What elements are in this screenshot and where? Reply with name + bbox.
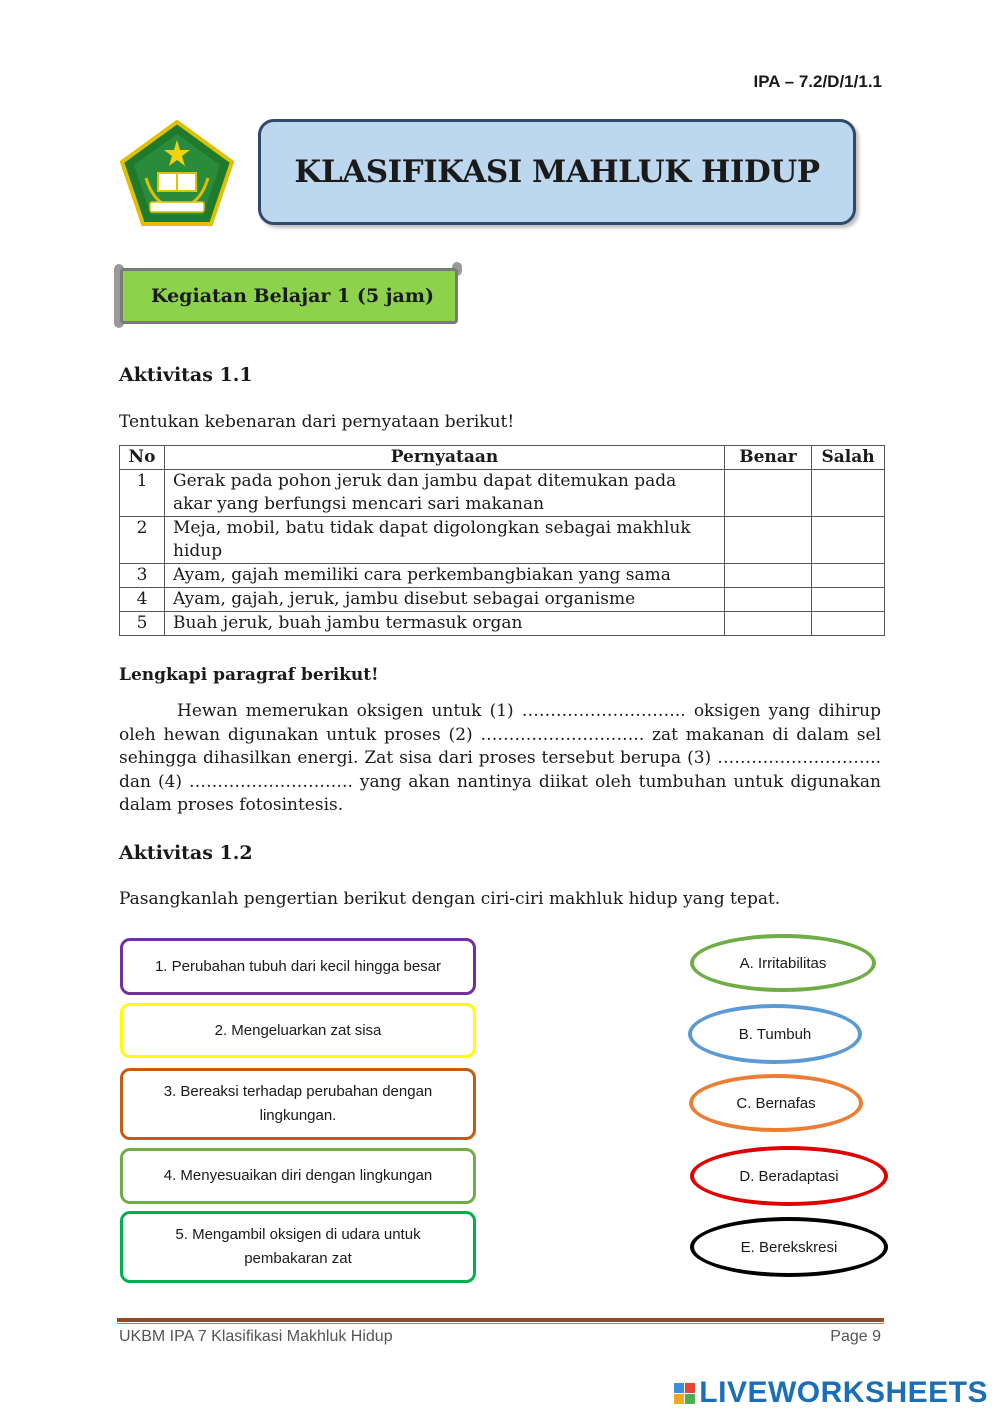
- page-number: Page 9: [830, 1328, 881, 1345]
- match-item-2[interactable]: [120, 1003, 476, 1058]
- false-answer-cell[interactable]: [812, 564, 885, 588]
- row-number: 5: [120, 612, 165, 636]
- footer-divider-thin: [117, 1323, 884, 1324]
- answer-oval-d[interactable]: [690, 1146, 888, 1206]
- false-answer-cell[interactable]: [812, 470, 885, 517]
- activity-1-instruction: Tentukan kebenaran dari pernyataan berikut!: [119, 412, 515, 432]
- row-statement: Meja, mobil, batu tidak dapat digolongkan sebagai makhluk hidup: [165, 517, 725, 564]
- table-row: [120, 517, 885, 564]
- section-label: Kegiatan Belajar 1 (5 jam): [151, 285, 434, 307]
- match-item-3[interactable]: [120, 1068, 476, 1140]
- answer-oval-b[interactable]: [688, 1004, 862, 1064]
- match-item-1[interactable]: [120, 938, 476, 995]
- true-answer-cell[interactable]: [725, 470, 812, 517]
- row-statement: Gerak pada pohon jeruk dan jambu dapat ditemukan pada akar yang berfungsi mencari sari makanan: [165, 470, 725, 517]
- section-ribbon: [120, 268, 458, 324]
- true-answer-cell[interactable]: [725, 564, 812, 588]
- false-answer-cell[interactable]: [812, 612, 885, 636]
- row-number: 2: [120, 517, 165, 564]
- fill-in-paragraph: [119, 700, 881, 818]
- footer-divider: [117, 1318, 884, 1322]
- header-no: No: [120, 446, 165, 470]
- match-item-5[interactable]: [120, 1211, 476, 1283]
- match-item-label: 2. Mengeluarkan zat sisa: [214, 1021, 382, 1039]
- match-item-4[interactable]: [120, 1148, 476, 1204]
- match-item-label: 5. Mengambil oksigen di udara untuk pembakaran zat: [175, 1226, 421, 1267]
- paragraph-heading: Lengkapi paragraf berikut!: [119, 665, 379, 685]
- true-false-table: [119, 445, 885, 636]
- row-number: 3: [120, 564, 165, 588]
- ministry-logo: [118, 118, 236, 228]
- table-row: [120, 588, 885, 612]
- table-row: [120, 564, 885, 588]
- match-item-label: 4. Menyesuaikan diri dengan lingkungan: [163, 1167, 433, 1184]
- table-header-row: [120, 446, 885, 470]
- row-statement: Ayam, gajah, jeruk, jambu disebut sebagai organisme: [165, 588, 725, 612]
- false-answer-cell[interactable]: [812, 517, 885, 564]
- table-row: [120, 470, 885, 517]
- document-code: IPA – 7.2/D/1/1.1: [753, 72, 882, 91]
- liveworksheets-watermark: [674, 1376, 988, 1410]
- activity-1-heading: Aktivitas 1.1: [119, 364, 253, 386]
- row-statement: Buah jeruk, buah jambu termasuk organ: [165, 612, 725, 636]
- activity-2-heading: Aktivitas 1.2: [119, 842, 253, 864]
- liveworksheets-logo-icon: [674, 1383, 695, 1404]
- answer-label: A. Irritabilitas: [739, 954, 827, 972]
- row-number: 4: [120, 588, 165, 612]
- row-statement: Ayam, gajah memiliki cara perkembangbiakan yang sama: [165, 564, 725, 588]
- activity-2-instruction: Pasangkanlah pengertian berikut dengan ciri-ciri makhluk hidup yang tepat.: [119, 889, 781, 909]
- true-answer-cell[interactable]: [725, 517, 812, 564]
- watermark-text: LIVEWORKSHEETS: [699, 1376, 988, 1409]
- header-true: Benar: [725, 446, 812, 470]
- answer-oval-a[interactable]: [690, 934, 876, 992]
- match-item-label: 3. Bereaksi terhadap perubahan dengan lingkungan.: [163, 1083, 433, 1124]
- row-number: 1: [120, 470, 165, 517]
- true-answer-cell[interactable]: [725, 588, 812, 612]
- answer-label: E. Berekskresi: [740, 1238, 838, 1256]
- answer-label: C. Bernafas: [736, 1094, 816, 1112]
- answer-oval-c[interactable]: [689, 1074, 863, 1132]
- header-false: Salah: [812, 446, 885, 470]
- paragraph-text: Hewan memerukan oksigen untuk (1) ……………………….. oksigen yang dihirup oleh hewan digunakan untuk proses (2) ……………………….. zat makanan di dalam sel sehingga dihasilkan energi. Zat sisa dari proses tersebut berupa (3) ……………………….. dan (4) ……………………….. yang akan nantinya diikat oleh tumbuhan untuk digunakan dalam proses fotosintesis.: [119, 701, 881, 815]
- table-row: [120, 612, 885, 636]
- true-answer-cell[interactable]: [725, 612, 812, 636]
- false-answer-cell[interactable]: [812, 588, 885, 612]
- header-statement: Pernyataan: [165, 446, 725, 470]
- page-title: KLASIFIKASI MAHLUK HIDUP: [294, 154, 820, 190]
- answer-oval-e[interactable]: [690, 1217, 888, 1277]
- answer-label: B. Tumbuh: [738, 1025, 812, 1043]
- answer-label: D. Beradaptasi: [739, 1167, 839, 1185]
- title-banner: [258, 119, 856, 225]
- footer-title: UKBM IPA 7 Klasifikasi Makhluk Hidup: [119, 1328, 393, 1345]
- match-item-label: 1. Perubahan tubuh dari kecil hingga besar: [154, 957, 442, 975]
